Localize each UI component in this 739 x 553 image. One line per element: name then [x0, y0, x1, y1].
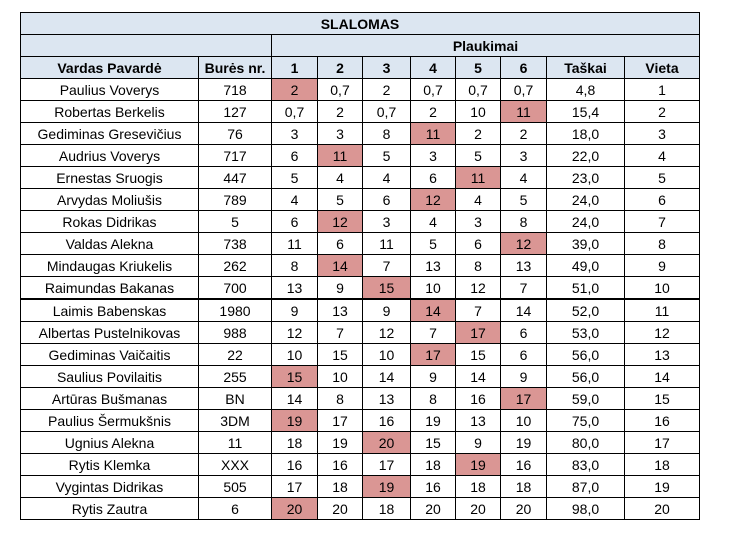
race-1-result: 12 — [272, 322, 318, 344]
total-points: 98,0 — [547, 498, 625, 520]
col-header-place: Vieta — [625, 57, 700, 79]
place: 13 — [625, 344, 700, 366]
race-4-result: 20 — [411, 498, 456, 520]
place: 3 — [625, 123, 700, 145]
race-2-result: 2 — [318, 101, 363, 123]
race-3-result: 18 — [363, 498, 411, 520]
sail-number: 718 — [199, 79, 272, 101]
group-header-races: Plaukimai — [272, 35, 700, 57]
sail-number: 5 — [199, 211, 272, 233]
competitor-name: Ernestas Sruogis — [21, 167, 199, 189]
race-1-result: 17 — [272, 476, 318, 498]
table-row — [21, 498, 700, 520]
race-3-result: 16 — [363, 410, 411, 432]
race-2-result: 9 — [318, 277, 363, 300]
place: 4 — [625, 145, 700, 167]
race-1-result: 3 — [272, 123, 318, 145]
race-6-result: 3 — [501, 145, 547, 167]
race-5-result: 13 — [456, 410, 501, 432]
place: 2 — [625, 101, 700, 123]
total-points: 39,0 — [547, 233, 625, 255]
place: 1 — [625, 79, 700, 101]
race-5-result: 16 — [456, 388, 501, 410]
sail-number: 262 — [199, 255, 272, 277]
table-row — [21, 79, 700, 101]
race-4-result: 9 — [411, 366, 456, 388]
race-5-result: 0,7 — [456, 79, 501, 101]
total-points: 51,0 — [547, 277, 625, 300]
race-2-result: 18 — [318, 476, 363, 498]
race-5-result: 10 — [456, 101, 501, 123]
total-points: 53,0 — [547, 322, 625, 344]
col-header-race-2: 2 — [318, 57, 363, 79]
table-row — [21, 388, 700, 410]
race-5-result: 17 — [456, 322, 501, 344]
table-row — [21, 101, 700, 123]
race-2-result: 6 — [318, 233, 363, 255]
competitor-name: Gediminas Gresevičius — [21, 123, 199, 145]
race-3-result: 3 — [363, 211, 411, 233]
race-1-result: 9 — [272, 299, 318, 322]
race-6-result: 6 — [501, 344, 547, 366]
race-5-result: 2 — [456, 123, 501, 145]
place: 11 — [625, 299, 700, 322]
total-points: 56,0 — [547, 344, 625, 366]
column-header-row — [21, 57, 700, 79]
place: 19 — [625, 476, 700, 498]
race-4-result: 3 — [411, 145, 456, 167]
place: 14 — [625, 366, 700, 388]
race-6-result: 11 — [501, 101, 547, 123]
race-5-result: 20 — [456, 498, 501, 520]
race-6-result: 6 — [501, 322, 547, 344]
total-points: 59,0 — [547, 388, 625, 410]
race-3-result: 2 — [363, 79, 411, 101]
sail-number: 1980 — [199, 299, 272, 322]
race-6-result: 0,7 — [501, 79, 547, 101]
competitor-name: Audrius Voverys — [21, 145, 199, 167]
race-2-result: 3 — [318, 123, 363, 145]
race-1-result: 6 — [272, 211, 318, 233]
race-5-result: 12 — [456, 277, 501, 300]
competitor-name: Artūras Bušmanas — [21, 388, 199, 410]
sail-number: 700 — [199, 277, 272, 300]
race-4-result: 17 — [411, 344, 456, 366]
total-points: 24,0 — [547, 211, 625, 233]
race-1-result: 8 — [272, 255, 318, 277]
race-4-result: 7 — [411, 322, 456, 344]
competitor-name: Ugnius Alekna — [21, 432, 199, 454]
competitor-name: Vygintas Didrikas — [21, 476, 199, 498]
race-2-result: 12 — [318, 211, 363, 233]
total-points: 52,0 — [547, 299, 625, 322]
race-1-result: 16 — [272, 454, 318, 476]
total-points: 75,0 — [547, 410, 625, 432]
competitor-name: Gediminas Vaičaitis — [21, 344, 199, 366]
col-header-sail: Burės nr. — [199, 57, 272, 79]
total-points: 56,0 — [547, 366, 625, 388]
table-row — [21, 255, 700, 277]
race-6-result: 13 — [501, 255, 547, 277]
race-1-result: 10 — [272, 344, 318, 366]
table-row — [21, 277, 700, 300]
competitor-name: Paulius Šermukšnis — [21, 410, 199, 432]
race-1-result: 13 — [272, 277, 318, 300]
group-header-row — [21, 35, 700, 57]
place: 15 — [625, 388, 700, 410]
col-header-points: Taškai — [547, 57, 625, 79]
race-5-result: 7 — [456, 299, 501, 322]
table-row — [21, 344, 700, 366]
sail-number: 3DM — [199, 410, 272, 432]
place: 5 — [625, 167, 700, 189]
race-3-result: 20 — [363, 432, 411, 454]
table-row — [21, 233, 700, 255]
race-3-result: 10 — [363, 344, 411, 366]
total-points: 24,0 — [547, 189, 625, 211]
sail-number: 76 — [199, 123, 272, 145]
title-row — [21, 13, 700, 35]
col-header-race-4: 4 — [411, 57, 456, 79]
race-1-result: 15 — [272, 366, 318, 388]
total-points: 49,0 — [547, 255, 625, 277]
race-4-result: 12 — [411, 189, 456, 211]
competitor-name: Rytis Zautra — [21, 498, 199, 520]
race-2-result: 19 — [318, 432, 363, 454]
total-points: 18,0 — [547, 123, 625, 145]
race-1-result: 0,7 — [272, 101, 318, 123]
race-5-result: 3 — [456, 211, 501, 233]
table-row — [21, 167, 700, 189]
sail-number: 255 — [199, 366, 272, 388]
competitor-name: Laimis Babenskas — [21, 299, 199, 322]
competitor-name: Valdas Alekna — [21, 233, 199, 255]
table-row — [21, 454, 700, 476]
sail-number: 447 — [199, 167, 272, 189]
col-header-name: Vardas Pavardė — [21, 57, 199, 79]
table-title: SLALOMAS — [21, 13, 700, 35]
sail-number: 22 — [199, 344, 272, 366]
race-3-result: 17 — [363, 454, 411, 476]
race-3-result: 5 — [363, 145, 411, 167]
place: 10 — [625, 277, 700, 300]
place: 16 — [625, 410, 700, 432]
race-1-result: 11 — [272, 233, 318, 255]
total-points: 87,0 — [547, 476, 625, 498]
col-header-race-5: 5 — [456, 57, 501, 79]
race-4-result: 14 — [411, 299, 456, 322]
race-3-result: 8 — [363, 123, 411, 145]
race-5-result: 9 — [456, 432, 501, 454]
total-points: 23,0 — [547, 167, 625, 189]
total-points: 80,0 — [547, 432, 625, 454]
race-2-result: 17 — [318, 410, 363, 432]
race-5-result: 6 — [456, 233, 501, 255]
race-6-result: 16 — [501, 454, 547, 476]
sail-number: 789 — [199, 189, 272, 211]
competitor-name: Robertas Berkelis — [21, 101, 199, 123]
race-4-result: 18 — [411, 454, 456, 476]
race-3-result: 0,7 — [363, 101, 411, 123]
race-6-result: 17 — [501, 388, 547, 410]
race-6-result: 2 — [501, 123, 547, 145]
total-points: 15,4 — [547, 101, 625, 123]
race-4-result: 6 — [411, 167, 456, 189]
competitor-name: Saulius Povilaitis — [21, 366, 199, 388]
race-3-result: 4 — [363, 167, 411, 189]
sail-number: XXX — [199, 454, 272, 476]
place: 8 — [625, 233, 700, 255]
race-5-result: 5 — [456, 145, 501, 167]
total-points: 4,8 — [547, 79, 625, 101]
race-4-result: 11 — [411, 123, 456, 145]
race-4-result: 10 — [411, 277, 456, 300]
race-6-result: 5 — [501, 189, 547, 211]
race-3-result: 13 — [363, 388, 411, 410]
col-header-race-3: 3 — [363, 57, 411, 79]
race-2-result: 8 — [318, 388, 363, 410]
race-6-result: 7 — [501, 277, 547, 300]
race-5-result: 19 — [456, 454, 501, 476]
race-6-result: 9 — [501, 366, 547, 388]
race-4-result: 8 — [411, 388, 456, 410]
race-1-result: 20 — [272, 498, 318, 520]
race-4-result: 5 — [411, 233, 456, 255]
place: 20 — [625, 498, 700, 520]
race-2-result: 4 — [318, 167, 363, 189]
race-2-result: 13 — [318, 299, 363, 322]
race-2-result: 10 — [318, 366, 363, 388]
table-row — [21, 410, 700, 432]
place: 12 — [625, 322, 700, 344]
race-3-result: 11 — [363, 233, 411, 255]
col-header-race-1: 1 — [272, 57, 318, 79]
race-2-result: 15 — [318, 344, 363, 366]
sail-number: 505 — [199, 476, 272, 498]
race-4-result: 16 — [411, 476, 456, 498]
table-row — [21, 432, 700, 454]
table-row — [21, 299, 700, 322]
group-header-empty — [21, 35, 272, 57]
place: 18 — [625, 454, 700, 476]
race-5-result: 15 — [456, 344, 501, 366]
place: 17 — [625, 432, 700, 454]
sail-number: 988 — [199, 322, 272, 344]
sail-number: 127 — [199, 101, 272, 123]
race-4-result: 13 — [411, 255, 456, 277]
race-2-result: 7 — [318, 322, 363, 344]
col-header-race-6: 6 — [501, 57, 547, 79]
race-2-result: 11 — [318, 145, 363, 167]
race-6-result: 20 — [501, 498, 547, 520]
results-table — [20, 12, 700, 520]
sail-number: 11 — [199, 432, 272, 454]
race-2-result: 16 — [318, 454, 363, 476]
total-points: 83,0 — [547, 454, 625, 476]
competitor-name: Rokas Didrikas — [21, 211, 199, 233]
sail-number: 738 — [199, 233, 272, 255]
race-6-result: 8 — [501, 211, 547, 233]
table-row — [21, 189, 700, 211]
race-4-result: 15 — [411, 432, 456, 454]
sail-number: BN — [199, 388, 272, 410]
race-5-result: 11 — [456, 167, 501, 189]
total-points: 22,0 — [547, 145, 625, 167]
race-5-result: 4 — [456, 189, 501, 211]
race-6-result: 19 — [501, 432, 547, 454]
race-6-result: 12 — [501, 233, 547, 255]
race-3-result: 6 — [363, 189, 411, 211]
race-3-result: 14 — [363, 366, 411, 388]
competitor-name: Raimundas Bakanas — [21, 277, 199, 300]
race-5-result: 18 — [456, 476, 501, 498]
race-1-result: 4 — [272, 189, 318, 211]
competitor-name: Paulius Voverys — [21, 79, 199, 101]
race-3-result: 19 — [363, 476, 411, 498]
race-5-result: 8 — [456, 255, 501, 277]
race-2-result: 20 — [318, 498, 363, 520]
competitor-name: Rytis Klemka — [21, 454, 199, 476]
race-4-result: 2 — [411, 101, 456, 123]
table-row — [21, 366, 700, 388]
table-row — [21, 211, 700, 233]
race-2-result: 0,7 — [318, 79, 363, 101]
race-1-result: 2 — [272, 79, 318, 101]
table-row — [21, 476, 700, 498]
race-4-result: 0,7 — [411, 79, 456, 101]
table-row — [21, 322, 700, 344]
race-3-result: 12 — [363, 322, 411, 344]
race-6-result: 18 — [501, 476, 547, 498]
race-6-result: 4 — [501, 167, 547, 189]
competitor-name: Albertas Pustelnikovas — [21, 322, 199, 344]
race-4-result: 4 — [411, 211, 456, 233]
competitor-name: Mindaugas Kriukelis — [21, 255, 199, 277]
place: 7 — [625, 211, 700, 233]
race-3-result: 15 — [363, 277, 411, 300]
race-2-result: 5 — [318, 189, 363, 211]
race-1-result: 5 — [272, 167, 318, 189]
competitor-name: Arvydas Moliušis — [21, 189, 199, 211]
race-6-result: 14 — [501, 299, 547, 322]
table-row — [21, 145, 700, 167]
race-6-result: 10 — [501, 410, 547, 432]
race-1-result: 19 — [272, 410, 318, 432]
race-5-result: 14 — [456, 366, 501, 388]
place: 9 — [625, 255, 700, 277]
sail-number: 717 — [199, 145, 272, 167]
race-1-result: 18 — [272, 432, 318, 454]
sail-number: 6 — [199, 498, 272, 520]
race-4-result: 19 — [411, 410, 456, 432]
race-2-result: 14 — [318, 255, 363, 277]
race-3-result: 7 — [363, 255, 411, 277]
table-row — [21, 123, 700, 145]
race-1-result: 6 — [272, 145, 318, 167]
race-1-result: 14 — [272, 388, 318, 410]
place: 6 — [625, 189, 700, 211]
race-3-result: 9 — [363, 299, 411, 322]
